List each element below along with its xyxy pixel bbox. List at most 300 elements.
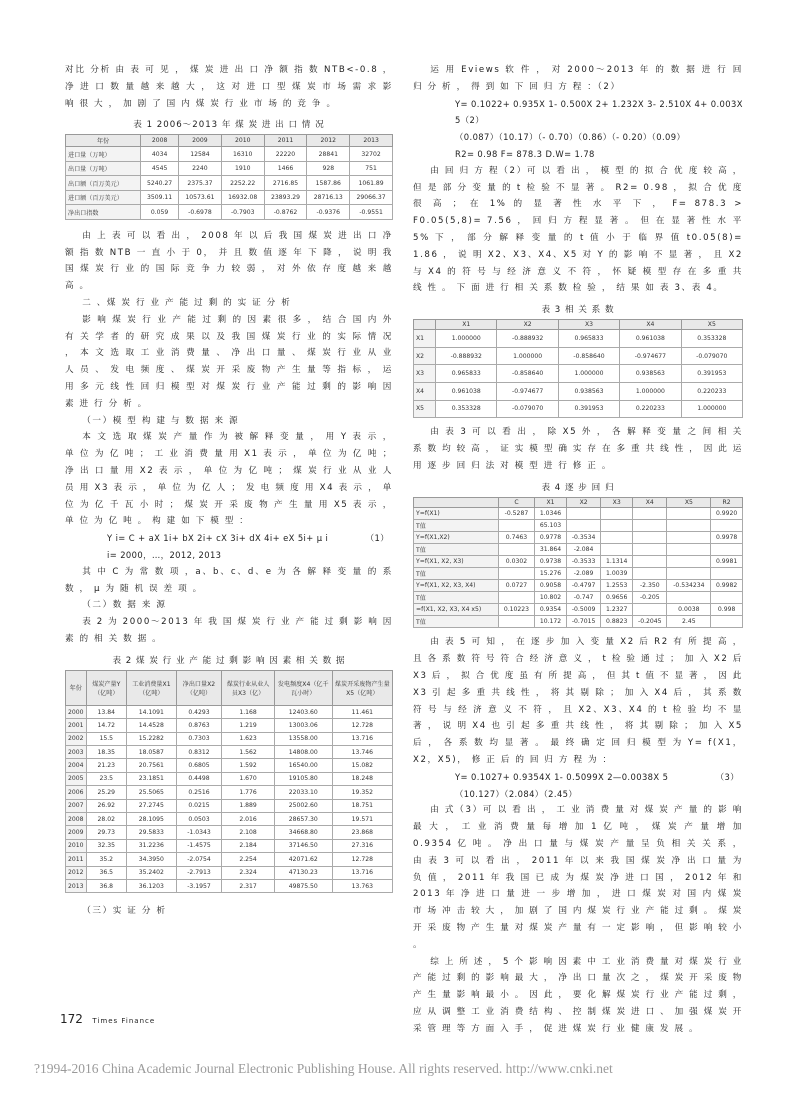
table-row xyxy=(66,759,393,772)
table-cell: 1.670 xyxy=(222,772,275,785)
column-header: X4 xyxy=(620,320,681,330)
table-row xyxy=(66,745,393,758)
table-cell: 0.0727 xyxy=(498,580,534,592)
table-cell: 23.868 xyxy=(332,826,392,839)
table-cell: 19105.80 xyxy=(274,772,332,785)
table-cell: 0.0038 xyxy=(667,604,711,616)
table-cell: 36.8 xyxy=(86,879,127,892)
table-row xyxy=(414,347,743,365)
table-cell: 2.254 xyxy=(222,853,275,866)
table-cell: 0.0215 xyxy=(176,799,222,812)
row-label-cell: 2007 xyxy=(66,799,87,812)
table-cell: 18.751 xyxy=(332,799,392,812)
table-cell: 1.219 xyxy=(222,719,275,732)
table-cell xyxy=(633,519,667,531)
table-cell: -3.1957 xyxy=(176,879,222,892)
table-cell: 1.1314 xyxy=(601,555,633,567)
table-row xyxy=(66,147,393,162)
subsection-heading: （二）数 据 来 源 xyxy=(82,600,167,611)
table-cell: -0.5287 xyxy=(498,507,534,519)
table-cell: 0.0503 xyxy=(176,812,222,825)
table-row xyxy=(66,786,393,799)
row-label-cell: =f(X1, X2, X3, X4 x5) xyxy=(414,604,499,616)
column-header: 2009 xyxy=(179,135,222,147)
table-cell: -0.858640 xyxy=(497,365,558,383)
table-cell: -0.747 xyxy=(566,592,600,604)
row-label-cell: Y=f(X1, X2, X3) xyxy=(414,555,499,567)
table-cell: 28.02 xyxy=(86,812,127,825)
table-cell: 23.1851 xyxy=(127,772,177,785)
table-row xyxy=(66,719,393,732)
equation-3 xyxy=(413,769,743,786)
table-cell xyxy=(667,507,711,519)
table-cell: -0.9551 xyxy=(350,205,393,220)
table-cell: 0.961038 xyxy=(436,382,497,400)
table-cell: 1.000000 xyxy=(681,400,742,418)
table-row xyxy=(66,839,393,852)
table-cell: 29066.37 xyxy=(350,190,393,205)
column-header: X2 xyxy=(497,320,558,330)
table-3-caption: 表 3 相 关 系 数 xyxy=(541,305,615,316)
row-label-cell: 2000 xyxy=(66,705,87,718)
table-cell: 4034 xyxy=(141,147,179,162)
row-label-cell: 2002 xyxy=(66,732,87,745)
row-label-cell: X1 xyxy=(414,330,436,348)
row-label-cell: T值 xyxy=(414,592,499,604)
table-cell: -0.8762 xyxy=(264,205,307,220)
table-cell: 29.5833 xyxy=(127,826,177,839)
table-cell: 0.2516 xyxy=(176,786,222,799)
table-cell: 0.220233 xyxy=(681,382,742,400)
table-cell xyxy=(601,519,633,531)
table-cell: 0.4293 xyxy=(176,705,222,718)
table-row xyxy=(66,812,393,825)
table-cell: 1.168 xyxy=(222,705,275,718)
table-cell: 2.108 xyxy=(222,826,275,839)
row-label-cell: X5 xyxy=(414,400,436,418)
table-cell: 27.316 xyxy=(332,839,392,852)
table-cell: 0.7303 xyxy=(176,732,222,745)
row-label-cell: 2013 xyxy=(66,879,87,892)
table-cell xyxy=(633,555,667,567)
table-row xyxy=(414,330,743,348)
table-cell: -0.974677 xyxy=(620,347,681,365)
row-label-cell: T值 xyxy=(414,567,499,579)
table-cell: 25002.60 xyxy=(274,799,332,812)
column-header: X4 xyxy=(633,497,667,507)
table-cell: 1.0346 xyxy=(535,507,567,519)
table-cell xyxy=(711,519,743,531)
table-cell: -2.7913 xyxy=(176,866,222,879)
table-cell xyxy=(601,531,633,543)
table-header-row xyxy=(414,320,743,330)
table-cell: 0.7463 xyxy=(498,531,534,543)
table-cell: 22033.10 xyxy=(274,786,332,799)
table-cell: 14.72 xyxy=(86,719,127,732)
equation-2: Y= 0.1022+ 0.935X 1- 0.500X 2+ 1.232X 3- 2.510X 4+ 0.003X 5（2） xyxy=(455,98,743,126)
table-cell xyxy=(667,531,711,543)
column-header xyxy=(414,497,499,507)
table-cell: 928 xyxy=(307,161,350,176)
table-cell: 47130.23 xyxy=(274,866,332,879)
formula-1 xyxy=(65,530,393,547)
table-cell: 65.103 xyxy=(535,519,567,531)
table-cell: 2252.22 xyxy=(221,176,264,191)
row-label-cell: 2006 xyxy=(66,786,87,799)
table-2-caption: 表 2 煤 炭 行 业 产 能 过 剩 影 响 因 素 相 关 数 据 xyxy=(112,655,346,666)
table-cell: 20.7561 xyxy=(127,759,177,772)
table-row xyxy=(66,190,393,205)
table-cell: 751 xyxy=(350,161,393,176)
table-cell: 1.000000 xyxy=(497,347,558,365)
row-label-cell: T值 xyxy=(414,519,499,531)
table-cell: 13.716 xyxy=(332,866,392,879)
table-cell xyxy=(498,567,534,579)
table-cell: 15.082 xyxy=(332,759,392,772)
table-row xyxy=(414,580,743,592)
table-3 xyxy=(413,319,743,418)
table-cell: 21.23 xyxy=(86,759,127,772)
column-header: 2010 xyxy=(221,135,264,147)
row-label-cell: 进口额（百万美元） xyxy=(66,190,141,205)
table-cell: 14.1091 xyxy=(127,705,177,718)
table-cell: 0.353328 xyxy=(436,400,497,418)
table-cell: 13.746 xyxy=(332,745,392,758)
table-cell: 1.776 xyxy=(222,786,275,799)
table-cell xyxy=(667,567,711,579)
table-cell: -0.3534 xyxy=(566,531,600,543)
table-cell xyxy=(633,531,667,543)
row-label-cell: 2008 xyxy=(66,812,87,825)
table-cell: 2375.37 xyxy=(179,176,222,191)
column-header: X1 xyxy=(436,320,497,330)
table-cell: -0.9376 xyxy=(307,205,350,220)
table-cell: -1.4575 xyxy=(176,839,222,852)
subsection-heading: （三）实 证 分 析 xyxy=(82,906,167,917)
table-row xyxy=(414,400,743,418)
table-cell: 23.5 xyxy=(86,772,127,785)
table-row xyxy=(414,507,743,519)
table-cell: 25.5065 xyxy=(127,786,177,799)
row-label-cell: 2010 xyxy=(66,839,87,852)
table-row xyxy=(414,531,743,543)
formula-text: Y i= C + aX 1i+ bX 2i+ cX 3i+ dX 4i+ eX 5i+ μ i xyxy=(107,533,329,544)
table-cell xyxy=(601,543,633,555)
table-cell: 0.4498 xyxy=(176,772,222,785)
table-cell: 0.9778 xyxy=(535,531,567,543)
table-cell: 26.92 xyxy=(86,799,127,812)
table-row xyxy=(414,382,743,400)
table-cell: -0.079070 xyxy=(681,347,742,365)
table-cell: -0.858640 xyxy=(558,347,619,365)
paragraph: 其 中 C 为 常 数 项 ，a、b、c、d、e 为 各 解 释 变 量 的 系 数 ， μ 为 随 机 误 差 项 。 xyxy=(65,566,393,594)
table-cell: -0.2045 xyxy=(633,616,667,628)
table-cell: 0.965833 xyxy=(558,330,619,348)
formula-subscript: i= 2000，…，2012, 2013 xyxy=(107,550,222,561)
table-cell xyxy=(667,519,711,531)
table-cell: 12.728 xyxy=(332,719,392,732)
table-cell: -0.888932 xyxy=(497,330,558,348)
column-header: 2013 xyxy=(350,135,393,147)
table-4 xyxy=(413,497,743,629)
table-cell: 0.10223 xyxy=(498,604,534,616)
row-label-cell: 净出口指数 xyxy=(66,205,141,220)
table-cell: 13003.06 xyxy=(274,719,332,732)
table-cell: 28.1095 xyxy=(127,812,177,825)
table-cell: 0.6805 xyxy=(176,759,222,772)
paragraph: 由 回 归 方 程（2）可 以 看 出 ， 模 型 的 拟 合 优 度 较 高 ， 但 是 部 分 变 量 的 t 检 验 不 显 著 。 R2= 0.98 ， 拟 合 优 度 很 高 ； 在 1% 的 显 著 性 水 平 下 ， F= 878.3 > F0.05(5,8)= 7.56 ， 回 归 方 程 显 著 。 但 在 显 著 性 水 平 5% 下 ， 部 分 解 释 变 量 的 t 值 小 于 临 界 值 t0.05(8)= 1.86 ， 说 明 X2、X3、X4、X5 对 Y 的 影 响 不 显 著 ， 且 X2 与 X4 的 符 号 与 经 济 意 义 不 符 ， 怀 疑 模 型 存 在 多 重 共 线 性 。 下 面 进 行 相 关 系 数 检 验 ， 结 果 如 表 3、表 4。 xyxy=(413,165,743,294)
table-cell: 28841 xyxy=(307,147,350,162)
table-cell: 0.8823 xyxy=(601,616,633,628)
column-header: X1 xyxy=(535,497,567,507)
table-header-row xyxy=(66,670,393,705)
column-header: 煤炭开采废物产生量X5（亿吨） xyxy=(332,670,392,705)
journal-name: Times Finance xyxy=(92,1017,156,1025)
equation-2-stats: R2= 0.98 F= 878.3 D.W= 1.78 xyxy=(455,148,595,159)
table-row xyxy=(66,799,393,812)
row-label-cell: 2004 xyxy=(66,759,87,772)
table-cell: 34668.80 xyxy=(274,826,332,839)
paragraph: 由 表 3 可 以 看 出 ， 除 X5 外 ， 各 解 释 变 量 之 间 相 关 系 数 均 较 高 ， 证 实 模 型 确 实 存 在 多 重 共 线 性 ， 因 此 运 用 逐 步 回 归 法 对 模 型 进 行 修 正 。 xyxy=(413,427,743,471)
table-cell: 2.184 xyxy=(222,839,275,852)
table-cell: 16310 xyxy=(221,147,264,162)
column-header: 煤炭产量Y（亿吨） xyxy=(86,670,127,705)
table-cell: 5240.27 xyxy=(141,176,179,191)
table-cell: -2.350 xyxy=(633,580,667,592)
table-cell: 1.592 xyxy=(222,759,275,772)
table-cell: 32.35 xyxy=(86,839,127,852)
table-cell: 13.763 xyxy=(332,879,392,892)
table-cell: 0.220233 xyxy=(620,400,681,418)
table-cell: -0.7903 xyxy=(221,205,264,220)
formula-number: （1） xyxy=(365,533,389,544)
table-cell: 15.2282 xyxy=(127,732,177,745)
paragraph: 由 上 表 可 以 看 出 ， 2008 年 以 后 我 国 煤 炭 进 出 口 净 额 指 数 NTB 一 直 小 于 0， 并 且 数 值 逐 年 下 降 ， 说 明 我 国 煤 炭 行 业 的 国 际 竞 争 力 较 弱 ， 对 外 依 存 度 越 来 越 高 。 xyxy=(65,230,393,292)
table-row xyxy=(66,866,393,879)
table-cell: 1.623 xyxy=(222,732,275,745)
table-cell: 1.000000 xyxy=(620,382,681,400)
row-label-cell: 进口量（万吨） xyxy=(66,147,141,162)
table-cell: 32702 xyxy=(350,147,393,162)
table-cell: 1.889 xyxy=(222,799,275,812)
paragraph: 运 用 Eviews 软 件 ， 对 2000～2013 年 的 数 据 进 行 回 归 分 析 ， 得 到 如 下 回 归 方 程 ：（2） xyxy=(413,65,743,92)
row-label-cell: Y=f(X1) xyxy=(414,507,499,519)
table-cell: -0.4797 xyxy=(566,580,600,592)
table-cell: -0.974677 xyxy=(497,382,558,400)
table-cell xyxy=(633,604,667,616)
table-cell: 49875.50 xyxy=(274,879,332,892)
table-cell: 0.9920 xyxy=(711,507,743,519)
table-cell: 12584 xyxy=(179,147,222,162)
table-row xyxy=(66,205,393,220)
table-1 xyxy=(65,134,393,220)
equation-3-t-values: （10.127）（2.084）（2.45） xyxy=(455,788,578,799)
row-label-cell: T值 xyxy=(414,543,499,555)
table-cell: 0.391953 xyxy=(681,365,742,383)
table-cell: 18.248 xyxy=(332,772,392,785)
column-header: X5 xyxy=(667,497,711,507)
column-header: R2 xyxy=(711,497,743,507)
table-cell xyxy=(633,567,667,579)
table-cell: 10.172 xyxy=(535,616,567,628)
table-row xyxy=(414,555,743,567)
table-cell: 2240 xyxy=(179,161,222,176)
table-cell: 23893.29 xyxy=(264,190,307,205)
table-cell: 18.35 xyxy=(86,745,127,758)
equation-2-t-values: （0.087）（10.17）（- 0.70）（0.86）（- 0.20）（0.09） xyxy=(455,132,686,143)
table-cell: 13.84 xyxy=(86,705,127,718)
table-cell: 4545 xyxy=(141,161,179,176)
table-row xyxy=(66,879,393,892)
column-header: 工业消费量X1（亿吨） xyxy=(127,670,177,705)
table-2 xyxy=(65,670,393,893)
table-cell: 16540.00 xyxy=(274,759,332,772)
table-cell: 0.8763 xyxy=(176,719,222,732)
table-cell: 1.0039 xyxy=(601,567,633,579)
paragraph: 影 响 煤 炭 行 业 产 能 过 剩 的 因 素 很 多 ， 结 合 国 内 外 有 关 学 者 的 研 究 成 果 以 及 我 国 煤 炭 行 业 的 实 际 情 况 ， 本 文 选 取 工 业 消 费 量 、 净 出 口 量 、 煤 炭 行 业 从 业 人 员 、 发 电 频 度 、 煤 炭 开 采 废 物 产 生 量 等 指 标 ， 运 用 多 元 线 性 回 归 模 型 对 煤 炭 行 业 产 能 过 剩 的 影 响 因 素 进 行 分 析 。 xyxy=(65,314,393,409)
row-label-cell: X2 xyxy=(414,347,436,365)
table-row xyxy=(66,705,393,718)
table-cell: 10573.61 xyxy=(179,190,222,205)
left-column xyxy=(65,62,393,920)
table-cell: 0.9981 xyxy=(711,555,743,567)
row-label-cell: 2005 xyxy=(66,772,87,785)
table-cell: 1061.89 xyxy=(350,176,393,191)
paragraph: 本 文 选 取 煤 炭 产 量 作 为 被 解 释 变 量 ， 用 Y 表 示 ， 单 位 为 亿 吨 ； 工 业 消 费 量 用 X1 表 示 ， 单 位 为 亿 吨 ； 净 出 口 量 用 X2 表 示 ， 单 位 为 亿 吨 ； 煤 炭 行 业 从 业 人 员 用 X3 表 示 ， 单 位 为 亿 人 ； 发 电 频 度 用 X4 表 示 ， 单 位 为 亿 千 瓦 小 时 ； 煤 炭 开 采 废 物 产 生 量 用 X5 表 示 ， 单 位 为 亿 吨 。 构 建 如 下 模 型 ： xyxy=(65,432,393,527)
table-cell: 15.5 xyxy=(86,732,127,745)
row-label-cell: 2011 xyxy=(66,853,87,866)
table-cell: 13.716 xyxy=(332,732,392,745)
row-label-cell: 2012 xyxy=(66,866,87,879)
table-row xyxy=(414,365,743,383)
table-row xyxy=(66,732,393,745)
table-cell: 0.9982 xyxy=(711,580,743,592)
table-cell: 36.1203 xyxy=(127,879,177,892)
table-cell xyxy=(711,616,743,628)
table-cell xyxy=(498,592,534,604)
table-cell: 1.2553 xyxy=(601,580,633,592)
row-label-cell: Y=f(X1, X2, X3, X4) xyxy=(414,580,499,592)
paragraph: 由 式（3）可 以 看 出 ， 工 业 消 费 量 对 煤 炭 产 量 的 影 响 最 大 ， 工 业 消 费 量 每 增 加 1 亿 吨 ， 煤 炭 产 量 增 加 0.9354 亿 吨 。 净 出 口 量 与 煤 炭 产 量 呈 负 相 关 关 系 ， 由 表 3 可 以 看 出 ， 2011 年 以 来 我 国 煤 炭 净 出 口 量 为 负 值 ， 2011 年 我 国 已 成 为 煤 炭 净 进 口 国 ， 2012 年 和 2013 年 净 进 口 量 进 一 步 增 加 ， 进 口 煤 炭 对 国 内 煤 炭 市 场 冲 击 较 大 ， 加 剧 了 国 内 煤 炭 行 业 产 能 过 剩 。 煤 炭 开 采 废 物 产 生 量 对 煤 炭 产 量 有 一 定 影 响 ， 但 影 响 较 小 。 xyxy=(413,805,743,950)
column-header: C xyxy=(498,497,534,507)
row-label-cell: 出口量（万吨） xyxy=(66,161,141,176)
table-cell: 37146.50 xyxy=(274,839,332,852)
row-label-cell: T值 xyxy=(414,616,499,628)
table-row xyxy=(66,176,393,191)
right-column xyxy=(413,62,743,1038)
table-cell: 0.9656 xyxy=(601,592,633,604)
table-cell: 13558.00 xyxy=(274,732,332,745)
column-header: 煤炭行业从业人员X3（亿） xyxy=(222,670,275,705)
table-cell: 31.2236 xyxy=(127,839,177,852)
table-cell: -0.5009 xyxy=(566,604,600,616)
table-cell: -0.079070 xyxy=(497,400,558,418)
table-cell: 36.5 xyxy=(86,866,127,879)
table-cell xyxy=(667,592,711,604)
table-row xyxy=(66,161,393,176)
table-cell xyxy=(633,507,667,519)
table-cell: 1.562 xyxy=(222,745,275,758)
table-cell: 19.352 xyxy=(332,786,392,799)
table-cell: -0.7015 xyxy=(566,616,600,628)
page-footer xyxy=(60,1012,155,1026)
table-cell xyxy=(633,543,667,555)
table-row xyxy=(414,519,743,531)
row-label-cell: 2009 xyxy=(66,826,87,839)
table-cell: 14.4528 xyxy=(127,719,177,732)
table-cell: 28657.30 xyxy=(274,812,332,825)
table-cell: -2.084 xyxy=(566,543,600,555)
paragraph: 由 表 5 可 知 ， 在 逐 步 加 入 变 量 X2 后 R2 有 所 提 高 ， 且 各 系 数 符 号 符 合 经 济 意 义 ， t 检 验 通 过 ； 加 入 X2 后 X3 后 ， 拟 合 优 度 虽 有 所 提 高 ， 但 其 t 值 不 显 著 ， 因 此 X3 引 起 多 重 共 线 性 ， 将 其 剔 除 ； 加 入 X4 后 ， 其 系 数 符 号 与 经 济 意 义 不 符 ， 且 X2、X3、X4 的 t 检 验 均 不 显 著 ， 说 明 X4 也 引 起 多 重 共 线 性 ， 将 其 剔 除 ； 加 入 X5 后 ， 各 系 数 均 显 著 。 最 终 确 定 回 归 模 型 为 Y= f(X1，X2，X5)， 修 正 后 的 回 归 方 程 为 ： xyxy=(413,637,743,766)
table-cell: 35.2402 xyxy=(127,866,177,879)
table-cell xyxy=(711,567,743,579)
table-cell: 1.000000 xyxy=(558,365,619,383)
table-cell: -0.205 xyxy=(633,592,667,604)
table-cell: 0.9354 xyxy=(535,604,567,616)
paragraph: 对比 分析 由 表 可 见 ， 煤 炭 进 出 口 净 额 指 数 NTB<-0.8 ， 净 进 口 数 量 越 来 越 大 ， 这 对 进 口 型 煤 炭 市 场 需 求 影 响 很 大 ， 加 剧 了 国 内 煤 炭 行 业 市 场 的 竞 争 。 xyxy=(65,65,393,109)
row-label-cell: X4 xyxy=(414,382,436,400)
column-header: X3 xyxy=(601,497,633,507)
table-cell: 0.9058 xyxy=(535,580,567,592)
table-row xyxy=(414,592,743,604)
table-cell: 0.8312 xyxy=(176,745,222,758)
table-cell: 1.2327 xyxy=(601,604,633,616)
table-cell: 2.45 xyxy=(667,616,711,628)
table-cell: 1466 xyxy=(264,161,307,176)
table-cell: 18.0587 xyxy=(127,745,177,758)
table-cell: 22220 xyxy=(264,147,307,162)
row-label-cell: Y=f(X1,X2) xyxy=(414,531,499,543)
row-label-cell: X3 xyxy=(414,365,436,383)
table-cell: 28716.13 xyxy=(307,190,350,205)
table-cell: 0.998 xyxy=(711,604,743,616)
table-cell: 34.3950 xyxy=(127,853,177,866)
table-cell: 2.317 xyxy=(222,879,275,892)
table-header-row xyxy=(66,135,393,147)
table-header-row xyxy=(414,497,743,507)
table-cell: 27.2745 xyxy=(127,799,177,812)
table-cell: 0.391953 xyxy=(558,400,619,418)
copyright-notice: ?1994-2016 China Academic Journal Electronic Publishing House. All rights reserved. http://www.cnki.net xyxy=(34,1061,613,1076)
table-row xyxy=(414,616,743,628)
table-row xyxy=(66,826,393,839)
table-cell: 42071.62 xyxy=(274,853,332,866)
table-cell: 0.938563 xyxy=(620,365,681,383)
table-cell: 1587.86 xyxy=(307,176,350,191)
column-header: X2 xyxy=(566,497,600,507)
column-header: 2012 xyxy=(307,135,350,147)
table-cell: 19.571 xyxy=(332,812,392,825)
table-cell: 0.353328 xyxy=(681,330,742,348)
column-header: X3 xyxy=(558,320,619,330)
table-cell: 0.059 xyxy=(141,205,179,220)
table-cell: -2.0754 xyxy=(176,853,222,866)
table-4-caption: 表 4 逐 步 回 归 xyxy=(541,482,615,493)
table-cell: 35.2 xyxy=(86,853,127,866)
table-row xyxy=(414,543,743,555)
column-header: 发电频度X4（亿千瓦小时） xyxy=(274,670,332,705)
table-row xyxy=(414,567,743,579)
section-heading: 二 、煤 炭 行 业 产 能 过 剩 的 实 证 分 析 xyxy=(82,298,292,309)
table-cell: -0.534234 xyxy=(667,580,711,592)
table-cell: -0.3533 xyxy=(566,555,600,567)
table-cell: 0.9738 xyxy=(535,555,567,567)
table-cell xyxy=(711,592,743,604)
paragraph: 表 2 为 2000～2013 年 我 国 煤 炭 行 业 产 能 过 剩 影 响 因 素 的 相 关 数 据 。 xyxy=(65,617,393,645)
table-cell: 31.864 xyxy=(535,543,567,555)
subsection-heading: （一）模 型 构 建 与 数 据 来 源 xyxy=(82,415,240,426)
table-cell: 1.000000 xyxy=(436,330,497,348)
